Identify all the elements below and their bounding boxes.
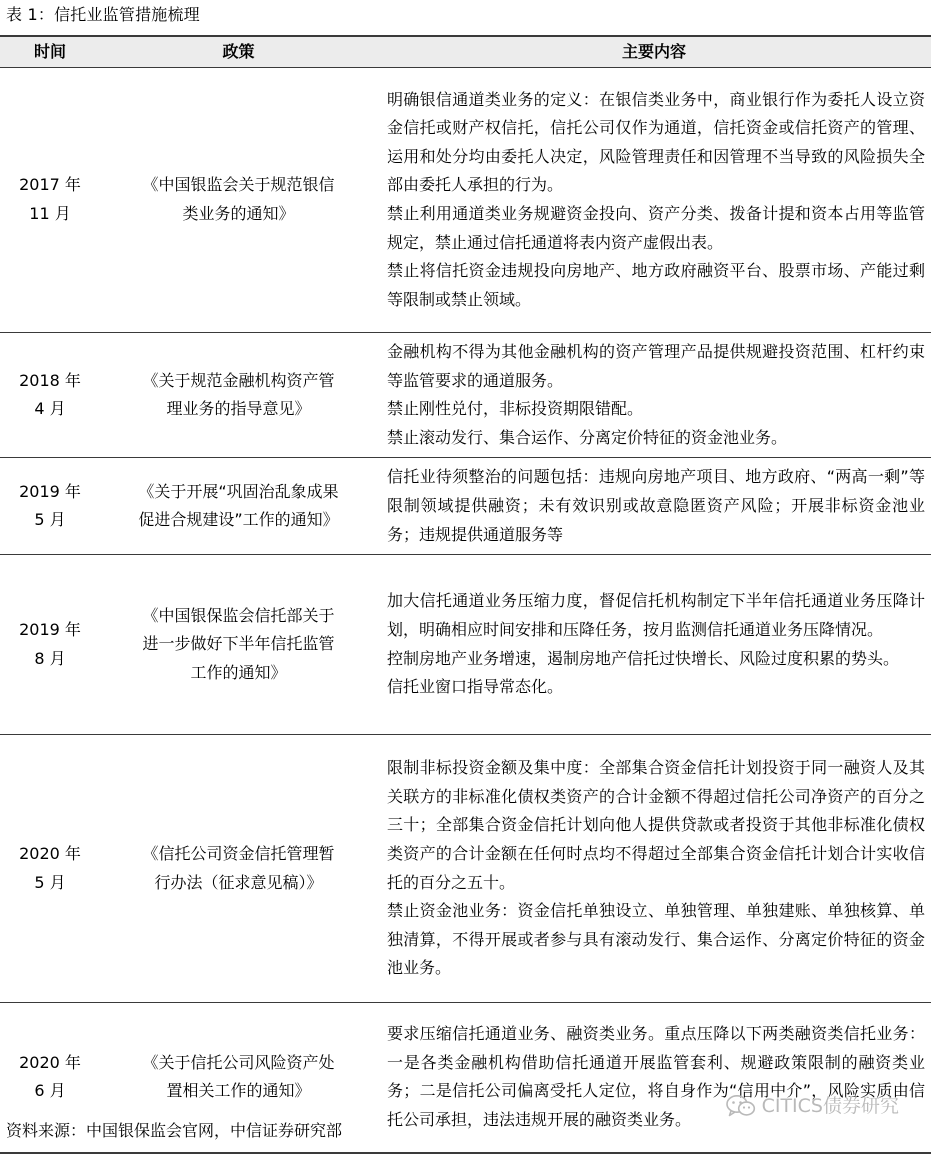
- content-paragraph: 要求压缩信托通道业务、融资类业务。重点压降以下两类融资类信托业务：一是各类金融机构借助信托通道开展监管套利、规避政策限制的融资类业务；二是信托公司偏离受托人定位，将自身作为“信用中介”，风险实质由信托公司承担，违法违规开展的融资类业务。: [387, 1024, 925, 1129]
- time-cell: [0, 68, 100, 333]
- policy-line: 理业务的指导意见》: [166, 399, 311, 419]
- policy-line: 《中国银保监会信托部关于: [142, 605, 335, 625]
- policy-line: 促进合规建设”工作的通知》: [138, 510, 339, 530]
- content-cell: [377, 68, 931, 333]
- time-month: 5 月: [34, 510, 66, 530]
- policy-line: 类业务的通知》: [182, 204, 295, 223]
- content-paragraph: 限制非标投资金额及集中度：全部集合资金信托计划投资于同一融资人及其关联方的非标准化债权类资产的合计金额不得超过信托公司净资产的百分之三十；全部集合资金信托计划向他人提供贷款或者投资于其他非标准化债权类资产的合计金额在任何时点均不得超过全部集合资金信托计划合计实收信托的百分之五十。: [387, 758, 925, 892]
- content-cell: [377, 333, 931, 458]
- policy-cell: [100, 555, 377, 735]
- header-policy: 政策: [100, 36, 377, 68]
- source-note: 资料来源：中国银保监会官网，中信证券研究部: [6, 1121, 343, 1140]
- content-paragraph: 信托业窗口指导常态化。: [387, 677, 564, 697]
- table-caption: 表 1：信托业监管措施梳理: [6, 5, 200, 24]
- policy-line: 《关于规范金融机构资产管: [142, 370, 335, 390]
- policy-line: 《信托公司资金信托管理暂: [142, 844, 335, 864]
- table-row: [0, 555, 931, 735]
- table-header-row: [0, 36, 931, 68]
- time-year: 2020 年: [19, 844, 81, 864]
- time-month: 4 月: [34, 399, 66, 419]
- wechat-icon: [726, 1094, 756, 1118]
- policy-cell: [100, 333, 377, 458]
- header-time: 时间: [0, 36, 100, 68]
- table-row: [0, 458, 931, 555]
- time-month: 8 月: [34, 648, 66, 668]
- content-paragraph: 信托业待须整治的问题包括：违规向房地产项目、地方政府、“两高一剩”等限制领域提供融资；未有效识别或故意隐匿资产风险；开展非标资金池业务；违规提供通道服务等: [387, 467, 925, 544]
- policy-line: 置相关工作的通知》: [166, 1081, 311, 1101]
- content-paragraph: 明确银信通道类业务的定义：在银信类业务中，商业银行作为委托人设立资金信托或财产权信托，信托公司仅作为通道，信托资金或信托资产的管理、运用和处分均由委托人决定，风险管理责任和因管理不当导致的风险损失全部由委托人承担的行为。: [387, 89, 925, 195]
- time-cell: [0, 333, 100, 458]
- content-paragraph: 金融机构不得为其他金融机构的资产管理产品提供规避投资范围、杠杆约束等监管要求的通道服务。: [387, 342, 925, 390]
- content-cell: [377, 735, 931, 1003]
- policy-line: 进一步做好下半年信托监管: [142, 634, 335, 654]
- policy-line: 《中国银监会关于规范银信: [142, 175, 335, 195]
- table-row: [0, 735, 931, 1003]
- content-paragraph: 禁止将信托资金违规投向房地产、地方政府融资平台、股票市场、产能过剩等限制或禁止领域。: [387, 261, 925, 309]
- content-cell: [377, 555, 931, 735]
- content-paragraph: 加大信托通道业务压缩力度，督促信托机构制定下半年信托通道业务压降计划，明确相应时间安排和压降任务，按月监测信托通道业务压降情况。: [387, 591, 925, 640]
- time-cell: [0, 458, 100, 555]
- policy-line: 工作的通知》: [190, 662, 287, 682]
- content-paragraph: 禁止利用通道类业务规避资金投向、资产分类、拨备计提和资本占用等监管规定，禁止通过信托通道将表内资产虚假出表。: [387, 204, 925, 252]
- time-month: 6 月: [34, 1081, 66, 1101]
- time-year: 2020 年: [19, 1052, 81, 1072]
- watermark: [726, 1094, 899, 1118]
- content-paragraph: 禁止滚动发行、集合运作、分离定价特征的资金池业务。: [387, 427, 788, 447]
- policy-cell: [100, 458, 377, 555]
- time-month: 11 月: [29, 204, 71, 223]
- time-year: 2019 年: [19, 481, 81, 501]
- time-cell: [0, 735, 100, 1003]
- table-row: [0, 333, 931, 458]
- time-year: 2019 年: [19, 620, 81, 640]
- policy-cell: [100, 68, 377, 333]
- content-cell: [377, 458, 931, 555]
- regulation-table: [0, 35, 931, 1154]
- policy-line: 《关于开展“巩固治乱象成果: [138, 481, 339, 501]
- policy-line: 行办法（征求意见稿）》: [154, 872, 323, 892]
- table-row: [0, 68, 931, 333]
- watermark-text: CITICS债券研究: [761, 1095, 899, 1117]
- policy-line: 《关于信托公司风险资产处: [142, 1052, 335, 1072]
- content-paragraph: 禁止刚性兑付，非标投资期限错配。: [387, 399, 644, 419]
- content-cell: [377, 1003, 931, 1153]
- time-year: 2017 年: [19, 175, 81, 195]
- time-year: 2018 年: [19, 370, 81, 390]
- header-content: 主要内容: [377, 36, 931, 68]
- content-paragraph: 控制房地产业务增速，遏制房地产信托过快增长、风险过度积累的势头。: [387, 648, 900, 668]
- policy-cell: [100, 735, 377, 1003]
- content-paragraph: 禁止资金池业务：资金信托单独设立、单独管理、单独建账、单独核算、单独清算，不得开展或者参与具有滚动发行、集合运作、分离定价特征的资金池业务。: [387, 901, 925, 978]
- time-month: 5 月: [34, 872, 66, 892]
- time-cell: [0, 555, 100, 735]
